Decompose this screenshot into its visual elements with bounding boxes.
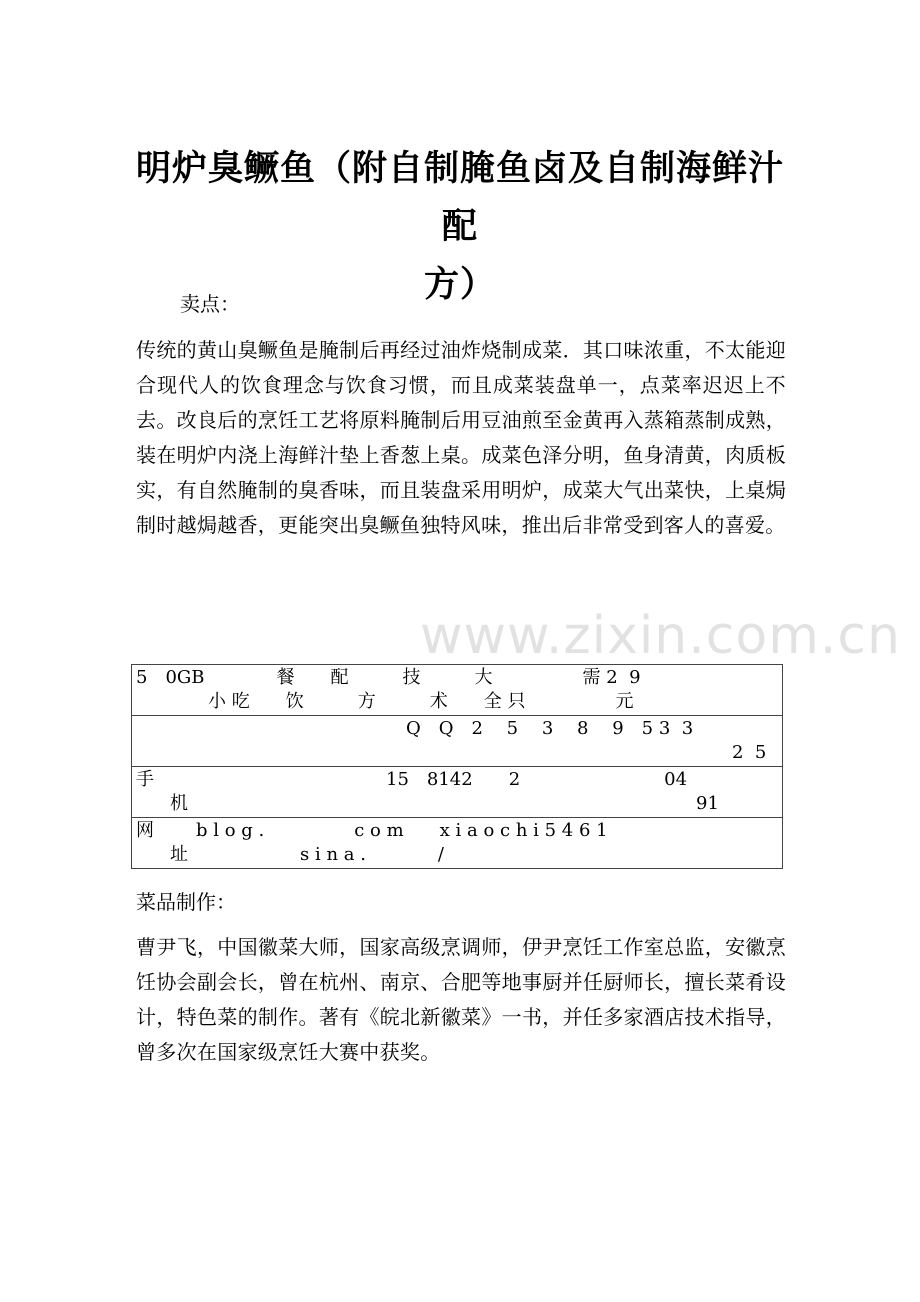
price-line-2: 小 吃 饮 方 术 全 只 元 (136, 691, 634, 712)
info-table (131, 664, 783, 869)
qq-line-2: 2 5 (732, 742, 767, 763)
phone-label-1: 手 (136, 769, 154, 790)
dish-making-text: 曹尹飞，中国徽菜大师，国家高级烹调师，伊尹烹饪工作室总监，安徽烹饪协会副会长，曾在杭州、南京、合肥等地事厨并任厨师长，擅长菜肴设计，特色菜的制作。著有《皖北新徽菜》一书，并任多家酒店技术指导，曾多次在国家级烹饪大赛中获奖。 (136, 935, 786, 1064)
info-row-price (132, 665, 783, 716)
title-line-1: 明炉臭鳜鱼（附自制腌鱼卤及自制海鲜汁配 (135, 149, 784, 247)
website-value-1: b l o g . c o m x i a o c h i 5 4 6 1 (196, 820, 608, 841)
website-label-1: 网 (136, 820, 154, 841)
selling-points-text: 传统的黄山臭鳜鱼是腌制后再经过油炸烧制成菜．其口味浓重，不太能迎合现代人的饮食理念与饮食习惯，而且成菜装盘单一，点菜率迟迟上不去。改良后的烹饪工艺将原料腌制后用豆油煎至金黄再入蒸箱蒸制成熟，装在明炉内浇上海鲜汁垫上香葱上桌。成菜色泽分明，鱼身清黄，肉质板实，有自然腌制的臭香味，而且装盘采用明炉，成菜大气出菜快，上桌焗制时越焗越香，更能突出臭鳜鱼独特风味，推出后非常受到客人的喜爱。 (136, 338, 786, 537)
phone-value-2: 91 (696, 793, 719, 814)
watermark: www.zixin.com.cn (420, 606, 901, 666)
website-label-2: 址 (170, 844, 188, 865)
price-line-1: 5 0GB 餐 配 技 大 需 2 9 (136, 667, 641, 688)
phone-label-2: 机 (170, 793, 188, 814)
selling-points-label: 卖点： (180, 292, 240, 316)
website-value-2: s i n a . / (300, 844, 444, 865)
dish-making-label: 菜品制作： (136, 890, 236, 914)
phone-value-1: 15 8142 2 04 (386, 769, 688, 790)
qq-line-1: Q Q 2 5 3 8 9 5 3 3 (136, 718, 694, 739)
info-row-website (132, 818, 783, 869)
info-row-phone (132, 767, 783, 818)
title-line-2: 方） (423, 265, 496, 305)
info-row-qq (132, 716, 783, 767)
document-title (130, 140, 790, 314)
